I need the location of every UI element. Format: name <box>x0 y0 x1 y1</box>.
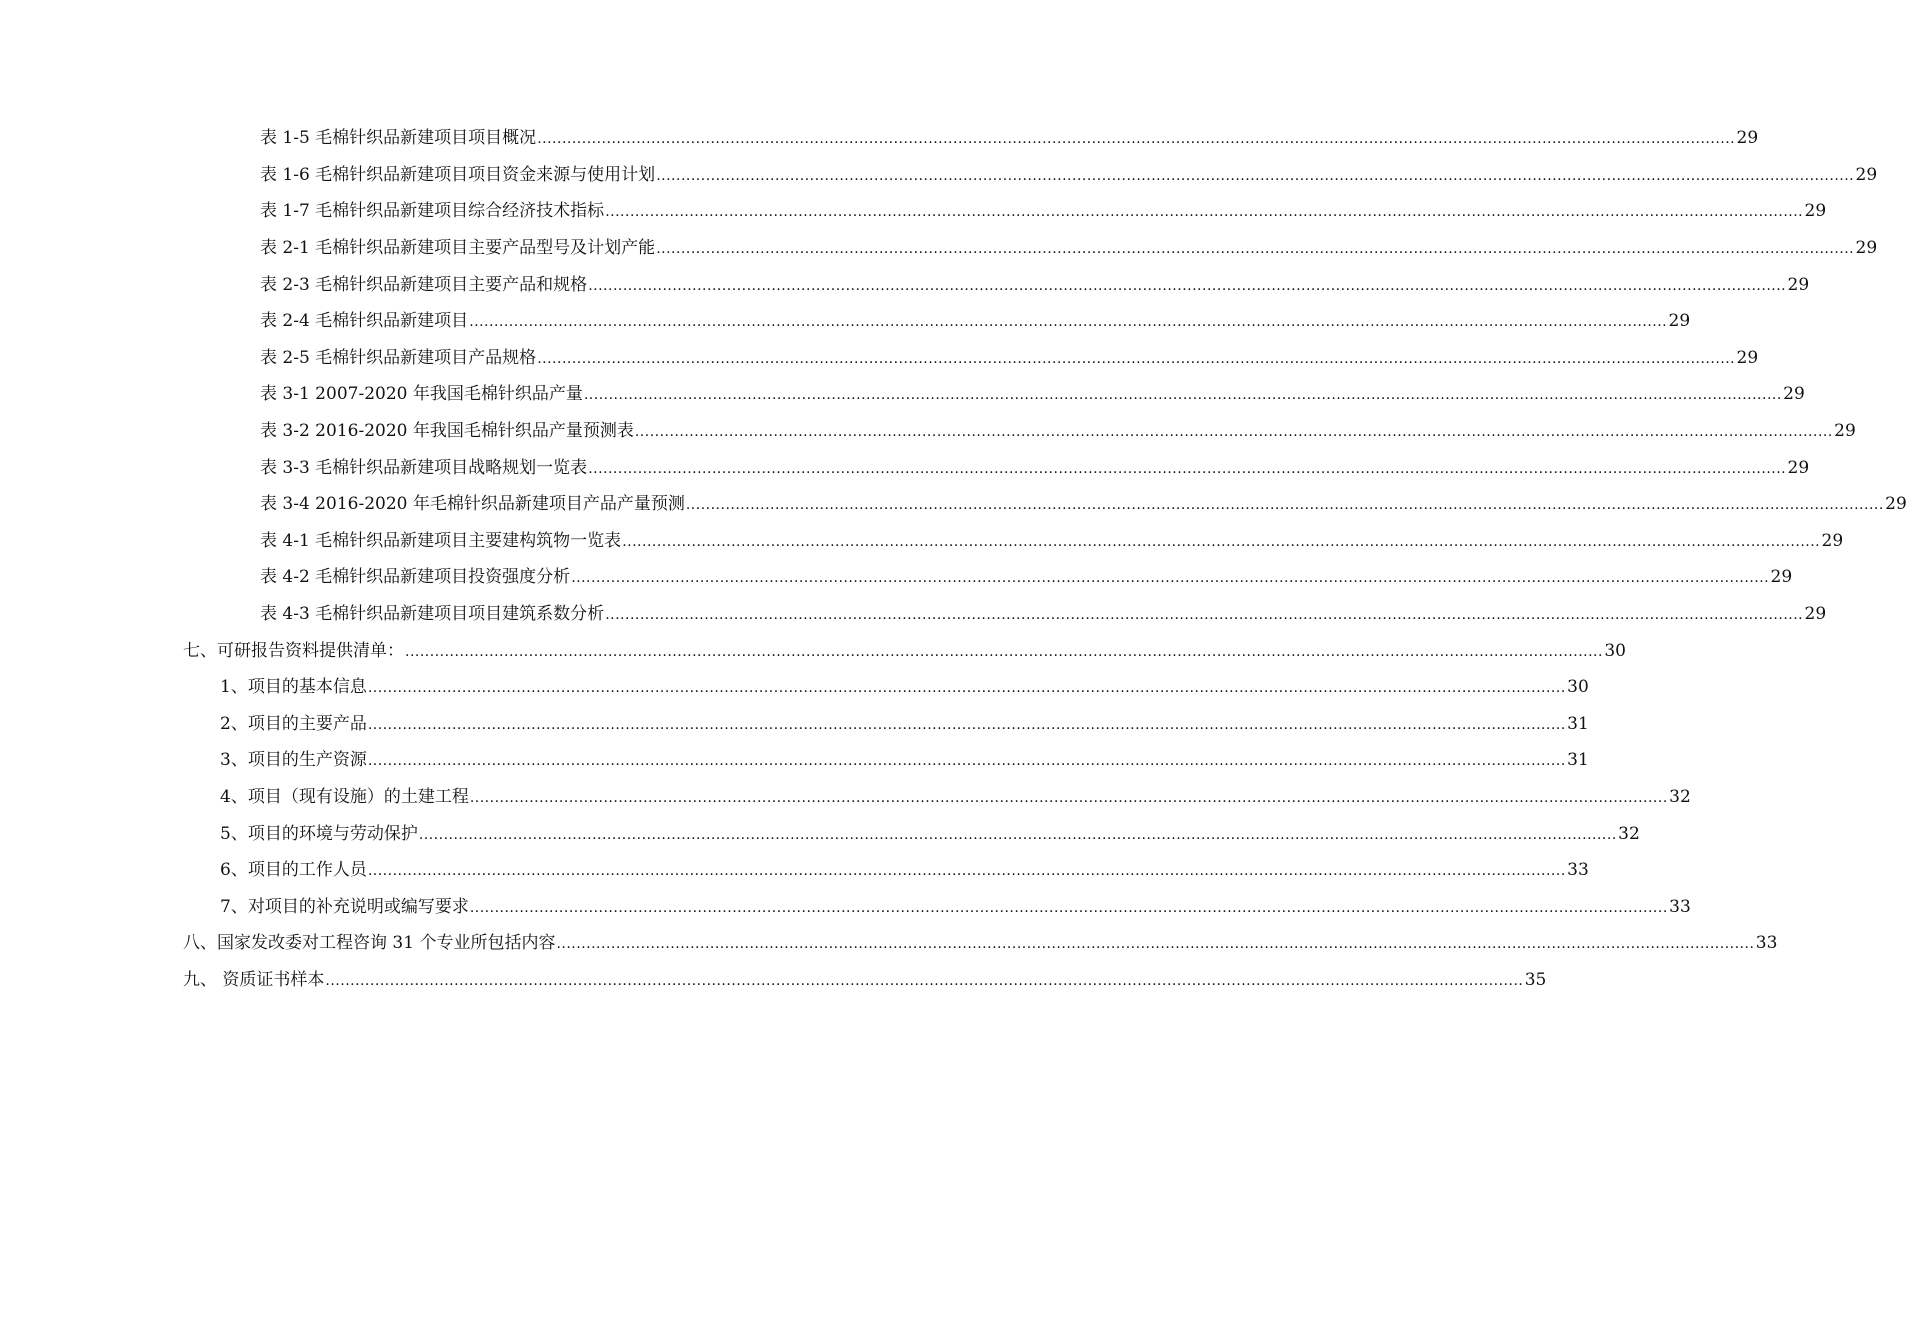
toc-dot-leader: .................................................................................................................................................................................................................................................. <box>418 826 1617 843</box>
toc-dot-leader: .................................................................................................................................................................................................................................................. <box>583 387 1782 404</box>
toc-entry-title: 表 4-1 毛棉针织品新建项目主要建构筑物一览表 <box>260 530 622 551</box>
toc-entry-section-7[interactable] <box>0 632 1626 669</box>
toc-entry-table-2-1[interactable] <box>0 230 1878 267</box>
toc-entry-item-2[interactable] <box>0 706 1589 743</box>
toc-entry-table-4-1[interactable] <box>0 523 1844 560</box>
toc-entry-title: 3、项目的生产资源 <box>220 750 367 771</box>
toc-page-number: 29 <box>1804 201 1827 222</box>
toc-page-number: 30 <box>1604 640 1626 661</box>
toc-dot-leader: .................................................................................................................................................................................................................................................. <box>588 460 1787 477</box>
toc-page-number: 31 <box>1567 713 1589 734</box>
toc-entry-title: 表 1-6 毛棉针织品新建项目项目资金来源与使用计划 <box>260 164 656 185</box>
toc-dot-leader: .................................................................................................................................................................................................................................................. <box>656 167 1855 184</box>
toc-page-number: 31 <box>1567 750 1589 771</box>
toc-dot-leader: .................................................................................................................................................................................................................................................. <box>405 643 1603 660</box>
toc-entry-title: 表 2-1 毛棉针织品新建项目主要产品型号及计划产能 <box>260 238 656 259</box>
toc-page-number: 29 <box>1787 274 1810 295</box>
toc-entry-title: 7、对项目的补充说明或编写要求 <box>220 896 469 917</box>
toc-entry-title: 表 3-2 2016-2020 年我国毛棉针织品产量预测表 <box>260 421 634 442</box>
toc-entry-title: 表 4-2 毛棉针织品新建项目投资强度分析 <box>260 567 571 588</box>
toc-entry-item-3[interactable] <box>0 742 1589 779</box>
toc-dot-leader: .................................................................................................................................................................................................................................................. <box>556 936 1755 953</box>
toc-entry-table-3-4[interactable] <box>0 486 1907 523</box>
toc-entry-title: 表 4-3 毛棉针织品新建项目项目建筑系数分析 <box>260 604 605 625</box>
toc-dot-leader: .................................................................................................................................................................................................................................................. <box>469 314 1668 331</box>
toc-dot-leader: .................................................................................................................................................................................................................................................. <box>469 899 1668 916</box>
toc-page-number: 33 <box>1567 860 1589 881</box>
toc-page-number: 33 <box>1669 896 1691 917</box>
toc-page-number: 29 <box>1855 164 1878 185</box>
toc-entry-table-1-5[interactable] <box>0 120 1759 157</box>
toc-page-number: 32 <box>1669 786 1691 807</box>
toc-dot-leader: .................................................................................................................................................................................................................................................. <box>537 131 1736 148</box>
toc-dot-leader: .................................................................................................................................................................................................................................................. <box>469 789 1668 806</box>
toc-dot-leader: .................................................................................................................................................................................................................................................. <box>685 497 1884 514</box>
toc-entry-title: 表 1-5 毛棉针织品新建项目项目概况 <box>260 128 537 149</box>
toc-page-number: 29 <box>1804 604 1827 625</box>
toc-dot-leader: .................................................................................................................................................................................................................................................. <box>537 350 1736 367</box>
toc-dot-leader: .................................................................................................................................................................................................................................................. <box>605 607 1804 624</box>
toc-entry-table-3-3[interactable] <box>0 449 1810 486</box>
toc-entry-title: 5、项目的环境与劳动保护 <box>220 823 418 844</box>
toc-entry-table-2-4[interactable] <box>0 303 1691 340</box>
toc-entry-title: 2、项目的主要产品 <box>220 713 367 734</box>
toc-entry-table-3-2[interactable] <box>0 413 1856 450</box>
toc-entry-section-9[interactable] <box>0 962 1547 999</box>
toc-page-number: 29 <box>1787 457 1810 478</box>
toc-page-number: 32 <box>1618 823 1640 844</box>
toc-page-number: 29 <box>1736 347 1759 368</box>
table-of-contents <box>0 120 1907 998</box>
toc-dot-leader: .................................................................................................................................................................................................................................................. <box>588 277 1787 294</box>
toc-entry-title: 1、项目的基本信息 <box>220 677 367 698</box>
toc-entry-table-3-1[interactable] <box>0 376 1805 413</box>
toc-page-number: 33 <box>1755 933 1778 954</box>
toc-entry-title: 6、项目的工作人员 <box>220 860 367 881</box>
toc-entry-title: 表 3-4 2016-2020 年毛棉针织品新建项目产品产量预测 <box>260 494 685 515</box>
toc-entry-item-1[interactable] <box>0 669 1589 706</box>
toc-entry-item-5[interactable] <box>0 815 1640 852</box>
toc-entry-section-8[interactable] <box>0 925 1778 962</box>
toc-entry-title: 表 3-1 2007-2020 年我国毛棉针织品产量 <box>260 384 583 405</box>
toc-page-number: 29 <box>1834 421 1856 442</box>
toc-entry-table-4-2[interactable] <box>0 559 1793 596</box>
toc-dot-leader: .................................................................................................................................................................................................................................................. <box>367 753 1566 770</box>
toc-entry-title: 表 3-3 毛棉针织品新建项目战略规划一览表 <box>260 457 588 478</box>
toc-entry-title: 七、可研报告资料提供清单： <box>183 640 404 661</box>
toc-page-number: 30 <box>1567 677 1589 698</box>
toc-dot-leader: .................................................................................................................................................................................................................................................. <box>605 204 1804 221</box>
toc-entry-title: 4、项目（现有设施）的土建工程 <box>220 786 469 807</box>
toc-entry-item-6[interactable] <box>0 852 1589 889</box>
toc-page-number: 29 <box>1770 567 1793 588</box>
toc-entry-table-1-6[interactable] <box>0 157 1878 194</box>
toc-dot-leader: .................................................................................................................................................................................................................................................. <box>367 680 1566 697</box>
toc-page-number: 29 <box>1668 311 1691 332</box>
toc-page-number: 29 <box>1783 384 1805 405</box>
toc-entry-title: 表 2-5 毛棉针织品新建项目产品规格 <box>260 347 537 368</box>
toc-entry-item-7[interactable] <box>0 888 1691 925</box>
toc-entry-title: 八、国家发改委对工程咨询 31 个专业所包括内容 <box>183 933 556 954</box>
toc-dot-leader: .................................................................................................................................................................................................................................................. <box>571 570 1770 587</box>
toc-page-number: 29 <box>1736 128 1759 149</box>
toc-entry-table-2-5[interactable] <box>0 340 1759 377</box>
toc-page-number: 35 <box>1524 969 1547 990</box>
toc-dot-leader: .................................................................................................................................................................................................................................................. <box>367 863 1566 880</box>
toc-page-number: 29 <box>1855 238 1878 259</box>
toc-dot-leader: .................................................................................................................................................................................................................................................. <box>634 424 1833 441</box>
toc-entry-table-1-7[interactable] <box>0 193 1827 230</box>
toc-dot-leader: .................................................................................................................................................................................................................................................. <box>367 716 1566 733</box>
toc-entry-table-2-3[interactable] <box>0 266 1810 303</box>
toc-entry-title: 表 1-7 毛棉针织品新建项目综合经济技术指标 <box>260 201 605 222</box>
toc-page-number: 29 <box>1821 530 1844 551</box>
toc-entry-title: 表 2-4 毛棉针织品新建项目 <box>260 311 469 332</box>
toc-dot-leader: .................................................................................................................................................................................................................................................. <box>622 533 1821 550</box>
toc-dot-leader: .................................................................................................................................................................................................................................................. <box>656 241 1855 258</box>
toc-entry-title: 表 2-3 毛棉针织品新建项目主要产品和规格 <box>260 274 588 295</box>
toc-entry-table-4-3[interactable] <box>0 596 1827 633</box>
toc-entry-title: 九、 资质证书样本 <box>183 969 325 990</box>
toc-page-number: 29 <box>1885 494 1907 515</box>
toc-entry-item-4[interactable] <box>0 779 1691 816</box>
toc-dot-leader: .................................................................................................................................................................................................................................................. <box>325 972 1524 989</box>
